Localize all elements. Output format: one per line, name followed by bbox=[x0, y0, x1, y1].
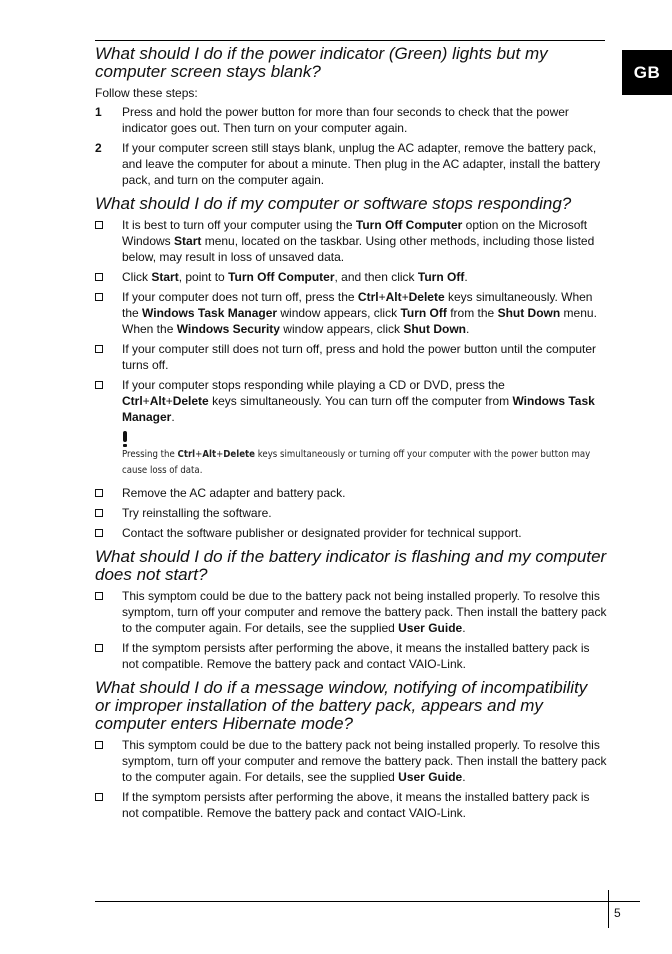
bullet-item bbox=[95, 485, 607, 501]
text-run: Contact the software publisher or designated provider for technical support. bbox=[122, 526, 522, 540]
bullet-item bbox=[95, 341, 607, 373]
page-number-divider bbox=[608, 890, 609, 928]
checkbox-bullet-icon bbox=[95, 345, 103, 353]
bottom-rule bbox=[95, 901, 640, 902]
bullet-text bbox=[122, 737, 607, 785]
bullet-marker bbox=[95, 217, 122, 265]
bold-term: Shut Down bbox=[497, 306, 561, 320]
step-number: 2 bbox=[95, 141, 102, 155]
text-run: + bbox=[378, 290, 386, 304]
text-run: + bbox=[165, 394, 173, 408]
faq-section bbox=[95, 679, 607, 821]
bold-term: Shut Down bbox=[403, 322, 466, 336]
bullet-item bbox=[95, 737, 607, 785]
text-run: keys simultaneously or turning off your computer with the power button may cause loss of data. bbox=[122, 449, 591, 476]
checkbox-bullet-icon bbox=[95, 273, 103, 281]
exclamation-icon bbox=[122, 431, 128, 447]
bullet-marker bbox=[95, 505, 122, 521]
text-run: If the symptom persists after performing the above, it means the installed battery pack is not compatible. Remove the battery pack and contact VAIO-Link. bbox=[122, 641, 590, 671]
bullet-text bbox=[122, 485, 607, 501]
bold-term: Windows Security bbox=[176, 322, 280, 336]
bullet-marker bbox=[95, 588, 122, 636]
bold-term: Turn Off bbox=[417, 270, 465, 284]
page-content bbox=[95, 45, 607, 828]
text-run: This symptom could be due to the battery pack not being installed properly. To resolve this symptom, turn off your computer and remove the battery pack. Then install the battery pack to the computer again. For details, see the supplied bbox=[122, 589, 607, 635]
bold-term: Delete bbox=[172, 394, 209, 408]
caution-note bbox=[122, 431, 607, 479]
text-run: menu, located on the taskbar. Using other methods, including those listed below, may result in loss of unsaved data. bbox=[122, 234, 595, 264]
bold-term: Start bbox=[174, 234, 202, 248]
faq-section bbox=[95, 45, 607, 188]
checkbox-bullet-icon bbox=[95, 221, 103, 229]
bullet-text bbox=[122, 377, 607, 425]
section-heading: What should I do if the battery indicator is flashing and my computer does not start? bbox=[95, 547, 607, 584]
text-run: . bbox=[466, 322, 470, 336]
checkbox-bullet-icon bbox=[95, 644, 103, 652]
checkbox-bullet-icon bbox=[95, 489, 103, 497]
bullet-marker bbox=[95, 377, 122, 425]
section-intro: Follow these steps: bbox=[95, 86, 198, 100]
bold-term: Ctrl bbox=[177, 449, 196, 460]
text-run: This symptom could be due to the battery pack not being installed properly. To resolve this symptom, turn off your computer and remove the battery pack. Then install the battery pack to the computer again. For details, see the supplied bbox=[122, 738, 607, 784]
checkbox-bullet-icon bbox=[95, 509, 103, 517]
text-run: window appears, click bbox=[279, 322, 404, 336]
bullet-item bbox=[95, 269, 607, 285]
bullet-marker bbox=[95, 789, 122, 821]
bold-term: User Guide bbox=[398, 770, 463, 784]
bold-term: Alt bbox=[149, 394, 166, 408]
text-run: Remove the AC adapter and battery pack. bbox=[122, 486, 346, 500]
text-run: keys simultaneously. You can turn off the computer from bbox=[208, 394, 513, 408]
bold-term: Turn Off Computer bbox=[355, 218, 463, 232]
top-rule bbox=[95, 40, 605, 41]
step-text bbox=[122, 104, 607, 136]
bullet-item bbox=[95, 289, 607, 337]
bold-term: Alt bbox=[385, 290, 402, 304]
bold-term: Ctrl bbox=[122, 394, 143, 408]
bullet-item bbox=[95, 789, 607, 821]
bullet-item bbox=[95, 640, 607, 672]
numbered-step bbox=[95, 104, 607, 136]
checkbox-bullet-icon bbox=[95, 529, 103, 537]
numbered-step bbox=[95, 140, 607, 188]
bullet-marker bbox=[95, 289, 122, 337]
text-run: Press and hold the power button for more than four seconds to check that the power indicator goes out. Then turn on your computer again. bbox=[122, 105, 569, 135]
bullet-marker bbox=[95, 640, 122, 672]
bold-term: User Guide bbox=[398, 621, 463, 635]
text-run: + bbox=[195, 449, 203, 460]
text-run: Pressing the bbox=[122, 449, 178, 460]
section-heading: What should I do if a message window, notifying of incompatibility or improper installation of the battery pack, appears and my computer enters Hibernate mode? bbox=[95, 678, 588, 733]
bullet-item bbox=[95, 525, 607, 541]
bullet-text bbox=[122, 789, 607, 821]
text-run: keys simultaneously. When the bbox=[122, 290, 593, 320]
text-run: Try reinstalling the software. bbox=[122, 506, 272, 520]
bold-term: Windows Task Manager bbox=[122, 394, 595, 424]
language-tab-label: GB bbox=[633, 62, 661, 82]
text-run: Click bbox=[122, 270, 152, 284]
bold-term: Windows Task Manager bbox=[142, 306, 278, 320]
text-run: + bbox=[401, 290, 409, 304]
bullet-text bbox=[122, 588, 607, 636]
bold-term: Turn Off bbox=[400, 306, 447, 320]
text-run: If the symptom persists after performing the above, it means the installed battery pack is not compatible. Remove the battery pack and contact VAIO-Link. bbox=[122, 790, 590, 820]
text-run: . bbox=[462, 770, 466, 784]
text-run: , point to bbox=[178, 270, 229, 284]
text-run: . bbox=[462, 621, 466, 635]
section-heading: What should I do if the power indicator (Green) lights but my computer screen stays blank? bbox=[95, 44, 548, 81]
bullet-text bbox=[122, 525, 607, 541]
bullet-item bbox=[95, 505, 607, 521]
bullet-marker bbox=[95, 525, 122, 541]
text-run: + bbox=[216, 449, 224, 460]
bold-term: Ctrl bbox=[357, 290, 379, 304]
faq-section bbox=[95, 548, 607, 672]
text-run: When the bbox=[122, 322, 177, 336]
text-run: If your computer screen still stays blank, unplug the AC adapter, remove the battery pack, and leave the computer for about a minute. Then plug in the AC adapter, install the battery pack, and turn on the computer again. bbox=[122, 141, 601, 187]
step-text bbox=[122, 140, 607, 188]
bullet-marker bbox=[95, 269, 122, 285]
caution-note-text bbox=[122, 447, 604, 479]
checkbox-bullet-icon bbox=[95, 793, 103, 801]
bullet-item bbox=[95, 588, 607, 636]
bullet-text bbox=[122, 269, 607, 285]
bullet-item bbox=[95, 377, 607, 425]
text-run: option on the Microsoft Windows bbox=[122, 218, 588, 248]
text-run: menu. bbox=[560, 306, 597, 320]
faq-section bbox=[95, 195, 607, 541]
bullet-text bbox=[122, 640, 607, 672]
bullet-text bbox=[122, 505, 607, 521]
text-run: , and then click bbox=[334, 270, 418, 284]
bullet-text bbox=[122, 217, 607, 265]
section-heading: What should I do if my computer or software stops responding? bbox=[95, 194, 572, 213]
checkbox-bullet-icon bbox=[95, 381, 103, 389]
text-run: from the bbox=[446, 306, 498, 320]
exclamation-bar bbox=[123, 431, 127, 442]
bold-term: Turn Off Computer bbox=[228, 270, 335, 284]
bullet-marker bbox=[95, 485, 122, 501]
bullet-item bbox=[95, 217, 607, 265]
checkbox-bullet-icon bbox=[95, 592, 103, 600]
bold-term: Alt bbox=[202, 449, 217, 460]
text-run: It is best to turn off your computer using the bbox=[122, 218, 356, 232]
checkbox-bullet-icon bbox=[95, 741, 103, 749]
text-run: If your computer stops responding while playing a CD or DVD, press the bbox=[122, 378, 505, 392]
step-number: 1 bbox=[95, 105, 102, 119]
text-run: . bbox=[171, 410, 175, 424]
bullet-marker bbox=[95, 737, 122, 785]
checkbox-bullet-icon bbox=[95, 293, 103, 301]
bullet-text bbox=[122, 341, 607, 373]
bold-term: Delete bbox=[408, 290, 445, 304]
bullet-marker bbox=[95, 341, 122, 373]
language-tab bbox=[622, 50, 672, 95]
bullet-text bbox=[122, 289, 607, 337]
page-number: 5 bbox=[614, 906, 621, 920]
text-run: window appears, click bbox=[277, 306, 401, 320]
text-run: If your computer does not turn off, press the bbox=[122, 290, 358, 304]
text-run: + bbox=[142, 394, 150, 408]
text-run: If your computer still does not turn off, press and hold the power button until the computer turns off. bbox=[122, 342, 597, 372]
bold-term: Start bbox=[151, 270, 179, 284]
text-run: . bbox=[464, 270, 468, 284]
bold-term: Delete bbox=[223, 449, 255, 460]
